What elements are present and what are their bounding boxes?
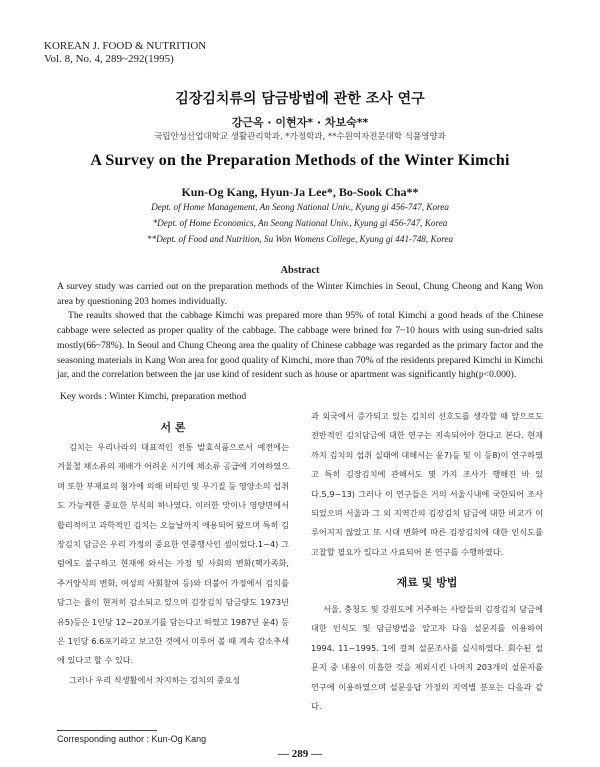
corresponding-author: Corresponding author : Kun-Og Kang [57,734,207,744]
intro-heading: 서 론 [160,421,186,434]
footnote-rule [57,730,157,731]
keywords: Key words : Winter Kimchi, preparation method [60,391,247,402]
abstract-paragraph: A survey study was carried out on the preparation methods of the Winter Kimchies in Seoul, Chung Cheong and Kang Won area by questioning 203 homes individually. [57,281,543,307]
english-affiliation-3: **Dept. of Food and Nutrition, Su Won Womens College, Kyung gi 441-748, Korea [146,234,454,244]
journal-name: KOREAN J. FOOD & NUTRITION [44,40,207,52]
methods-heading: 재료 및 방법 [396,576,458,589]
english-authors: Kun-Og Kang, Hyun-Ja Lee*, Bo-Sook Cha** [181,185,419,199]
english-affiliation-1: Dept. of Home Management, An Seong National Univ., Kyung gi 456-747, Korea [151,202,449,212]
intro-continuation: 과 외국에서 증가되고 있는 김치의 선호도를 생각할 때 앞으로도 전반적인 김치담금에 대한 연구는 지속되어야 한다고 본다. 현재까지 김치의 섭취 실태에 대해서는 윤7)등 및 이 등8)이 연구하였고 특히 김장김치에 관해서도 몇 가지 조사가 행해진 바 있다.5,9~13) 그러나 이 연구들은 거의 서울시내에 국한되어 조사되었으며 서울과 그 외 지역간의 김장김치 담금에 대한 비교가 이루어지지 않았고 또 시대 변화에 따른 김장김치에 대한 인식도를 고찰할 필요가 있다고 사료되어 본 연구를 수행하였다. [311,411,543,557]
english-title: A Survey on the Preparation Methods of the Winter Kimchi [90,152,510,169]
intro-paragraph: 그러나 우리 식생활에서 차지하는 김치의 중요성 [69,674,241,685]
korean-affiliations: 국립안성산업대학교 생활관리학과, *가정학과, **수원여자전문대학 식품영양과 [154,132,446,142]
abstract-paragraph: The reaults showed that the cabbage Kimchi was prepared more than 95% of total Kimchi a good heads of the Chinese cabbage were selected as proper quality of the cabbage. The cabbage were brined for 7~10 hours with using sun-dried salts mostly(66~78%). In Seoul and Chung Cheong area the quality of Chinese cabbage was regarded as the primary factor and the seasoning materials in Kang Won area for good quality of Kimchi, more than 70% of the residents prepared Kimchi in Kimchi jar, and the correlation between the jar use kind of resident such as house or apartment was significantly high(p<0.000). [57,310,543,381]
journal-header [44,40,206,66]
english-affiliation-2: *Dept. of Home Economics, An Seong National Univ., Kyung gi 456-747, Korea [152,218,448,228]
page-number: — 289 — [278,748,322,760]
journal-volume: Vol. 8, No. 4, 289~292(1995) [44,53,174,65]
methods-column [311,600,543,716]
korean-title: 김장김치류의 담금방법에 관한 조사 연구 [175,91,425,107]
methods-paragraph: 서울, 충청도 및 강원도에 거주하는 사람들의 김장김치 담금에 대한 인식도 및 담금방법을 알고자 다음 설문지를 이용하여 1994. 11~1995. 1에 걸쳐 설문조사를 실시하였다. 회수된 설문지 중 내용이 미흡한 것을 제외시킨 나머지 203개의 설문지를 연구에 이용하였으며 설문응답 가정의 지역별 분포는 다음과 같다. [311,604,543,712]
intro-right-column [311,407,543,562]
intro-left-column [57,438,289,690]
korean-authors: 강근옥 · 이현자* · 차보숙** [231,116,369,129]
abstract-body [57,280,543,383]
intro-paragraph: 김치는 우리나라의 대표적인 전통 발효식품으로서 예전에는 겨울철 채소류의 재배가 어려운 시기에 채소류 공급에 기여하였으며 또한 부재료의 첨가에 의해 비타민 및 무기질 등 영양소의 섭취도 가능케한 중요한 부식의 하나였다. 이러한 맛이나 영양면에서 합리적이고 과학적인 김치는 오늘날까지 애용되어 왔으며 특히 김장김치 담금은 우리 가정의 중요한 연중행사인 셈이었다.1~4) 그럼에도 불구하고 현재에 와서는 가정 및 사회의 변화(핵가족화, 주거양식의 변화, 여성의 사회참여 등)와 더불어 가정에서 김치를 담그는 율이 현저히 감소되고 있으며 김장김치 담금량도 1973년 유5)등은 1인당 12~20포기를 담는다고 하였고 1987년 윤4) 등은 1인당 6.6포기라고 보고한 것에서 미루어 볼 때 계속 감소추세에 있다고 할 수 있다. [57,442,289,666]
abstract-heading: Abstract [280,265,320,276]
